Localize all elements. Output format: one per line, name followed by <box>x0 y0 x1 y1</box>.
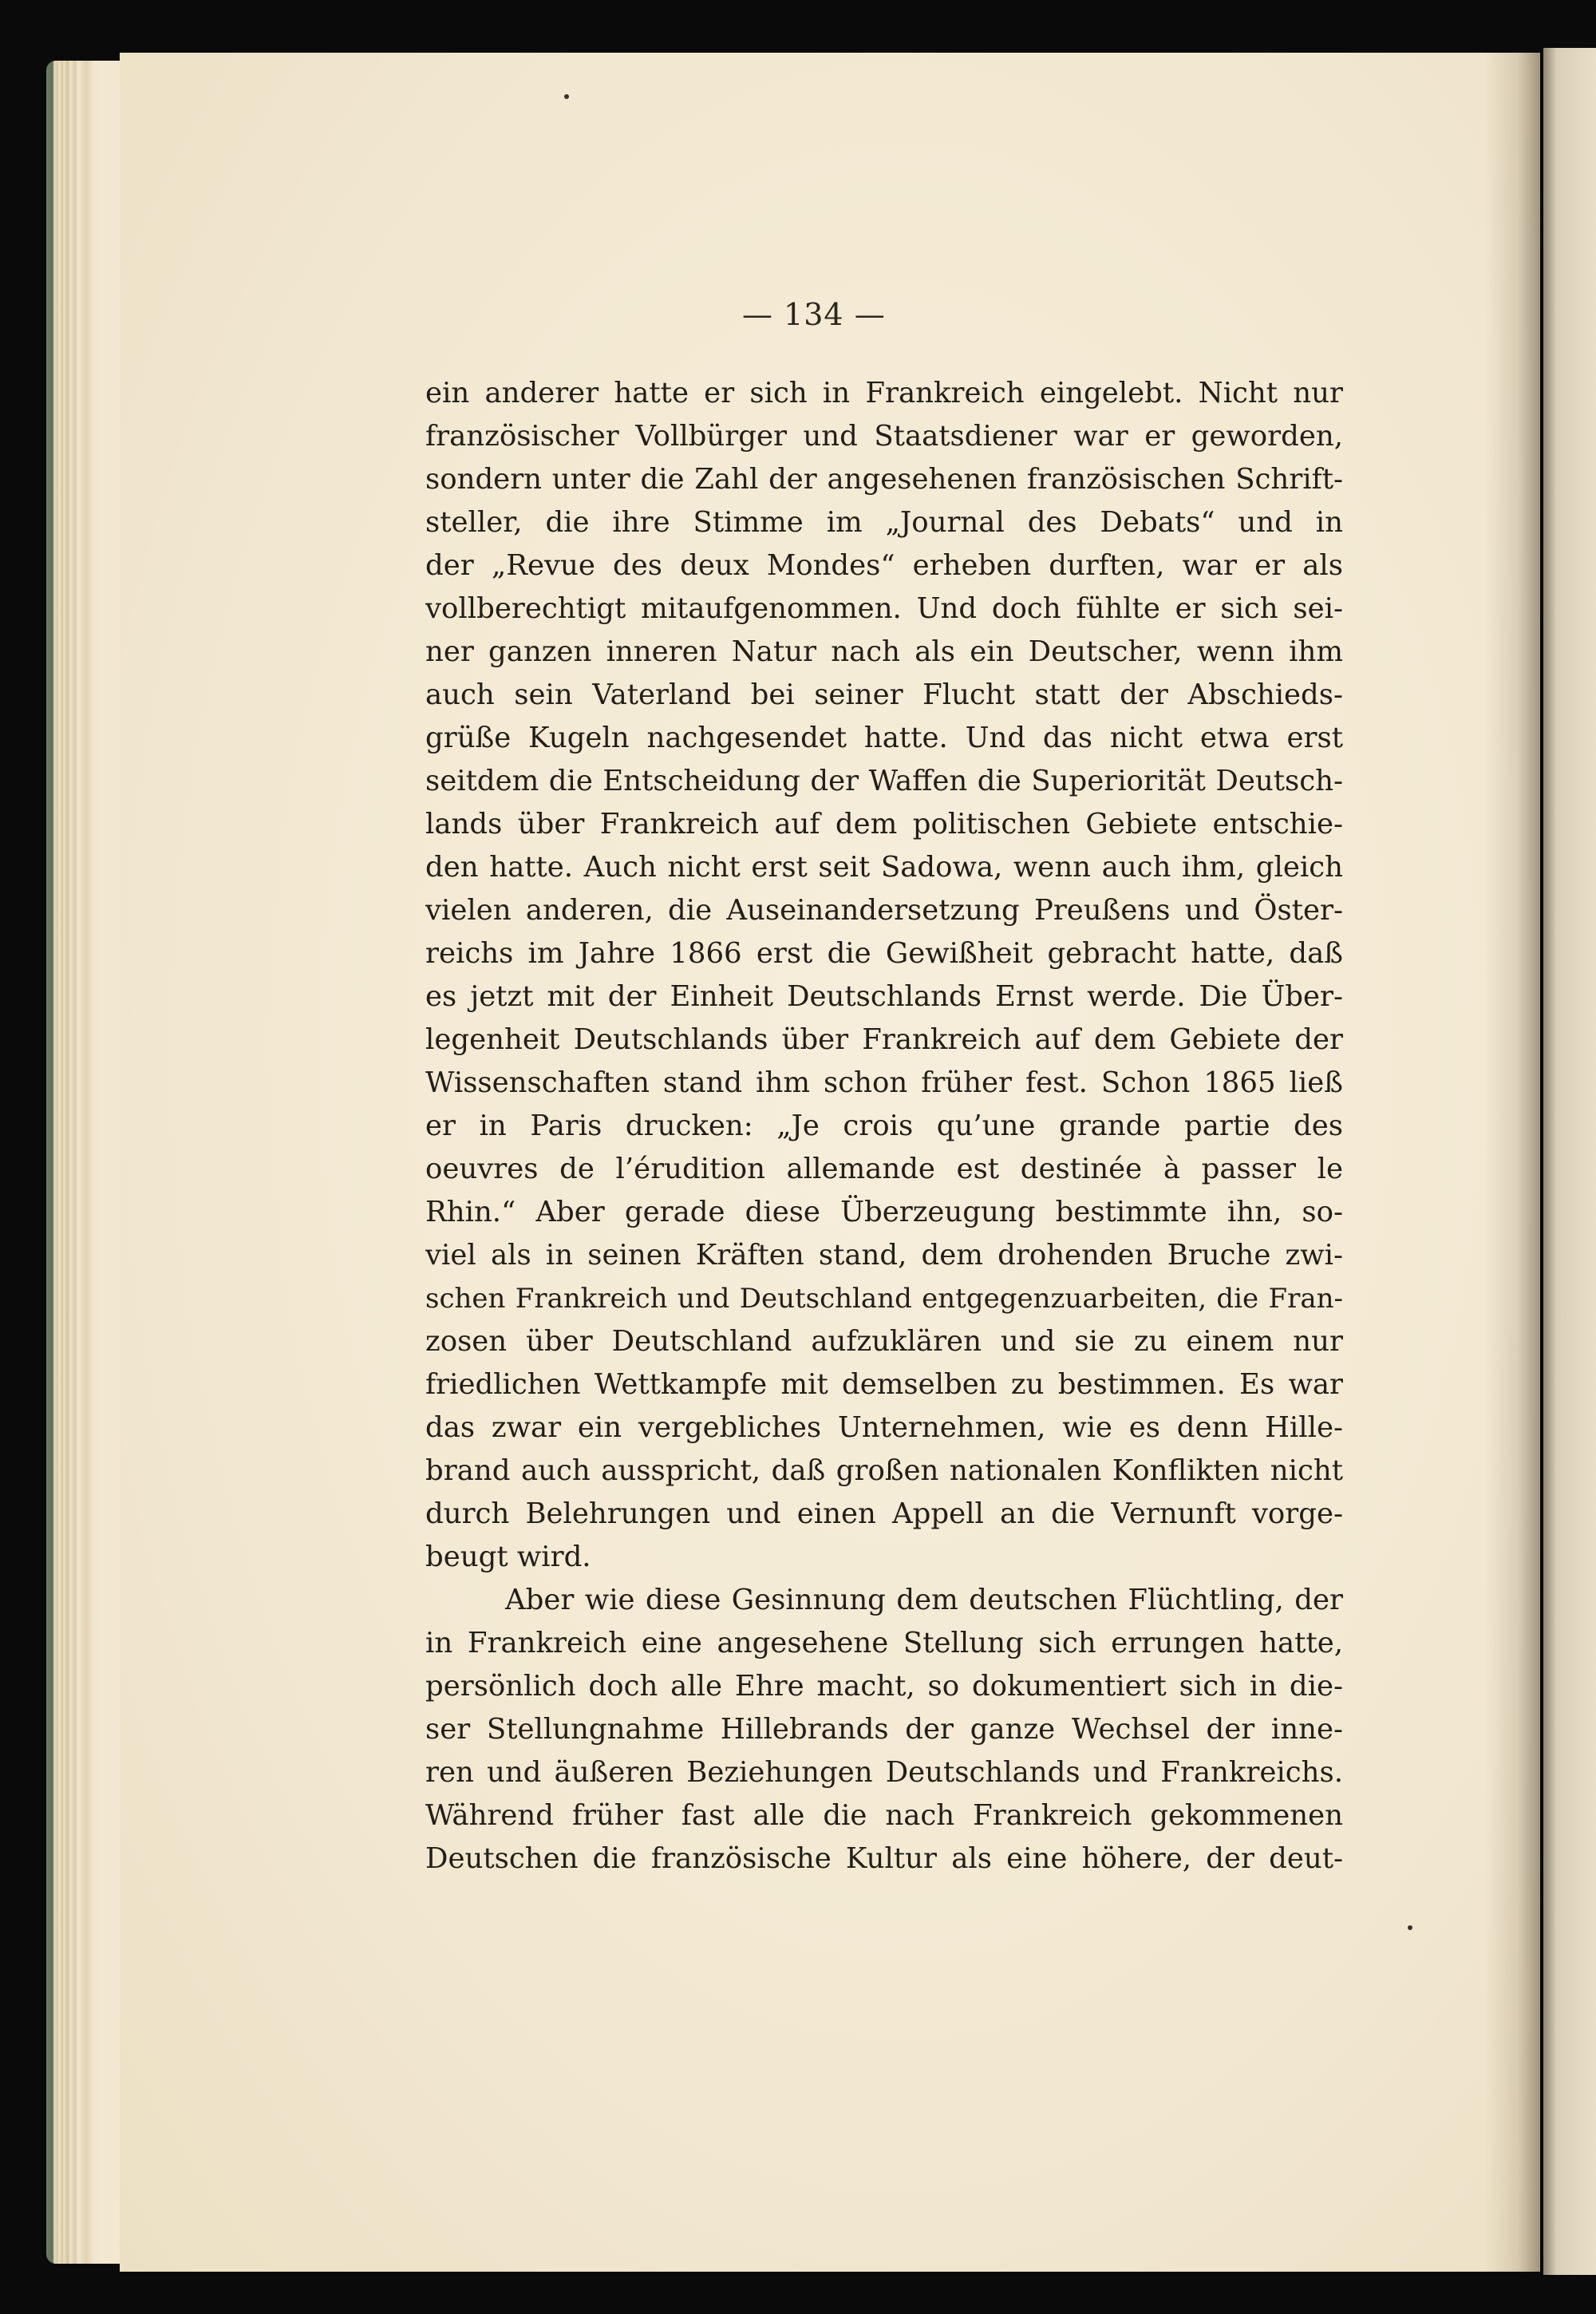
text-line: viel als in seinen Kräften stand, dem drohenden Bruche zwi- <box>425 1239 1343 1272</box>
text-line: friedlichen Wettkampfe mit demselben zu bestimmen. Es war <box>425 1368 1343 1401</box>
text-line: reichs im Jahre 1866 erst die Gewißheit gebracht hatte, daß <box>425 937 1343 970</box>
text-line: zosen über Deutschland aufzuklären und sie zu einem nur <box>425 1325 1343 1358</box>
text-line: Rhin.“ Aber gerade diese Überzeugung bestimmte ihn, so- <box>425 1196 1343 1228</box>
facing-page-edge <box>1543 48 1596 2275</box>
text-line: vollberechtigt mitaufgenommen. Und doch fühlte er sich sei- <box>425 592 1343 625</box>
text-line: steller, die ihre Stimme im „Journal des Debats“ und in <box>425 506 1343 539</box>
text-line: Wissenschaften stand ihm schon früher fest. Schon 1865 ließ <box>425 1066 1343 1099</box>
text-line: ren und äußeren Beziehungen Deutschlands und Frankreichs. <box>425 1756 1343 1789</box>
text-line: durch Belehrungen und einen Appell an die Vernunft vorge- <box>425 1497 1343 1530</box>
gutter-shadow <box>1484 53 1540 2272</box>
text-line: legenheit Deutschlands über Frankreich auf dem Gebiete der <box>425 1023 1343 1056</box>
text-line: grüße Kugeln nachgesendet hatte. Und das nicht etwa erst <box>425 722 1343 754</box>
text-line: ser Stellungnahme Hillebrands der ganze Wechsel der inne- <box>425 1713 1343 1746</box>
text-line: das zwar ein vergebliches Unternehmen, wie es denn Hille- <box>425 1411 1343 1444</box>
text-line: ner ganzen inneren Natur nach als ein Deutscher, wenn ihm <box>425 635 1343 668</box>
text-line: sondern unter die Zahl der angesehenen französischen Schrift- <box>425 463 1343 496</box>
text-line: es jetzt mit der Einheit Deutschlands Ernst werde. Die Über- <box>425 980 1343 1013</box>
body-text <box>425 372 1343 1881</box>
paper-speck <box>1408 1925 1412 1930</box>
text-line: ein anderer hatte er sich in Frankreich eingelebt. Nicht nur <box>425 377 1343 409</box>
text-line: auch sein Vaterland bei seiner Flucht statt der Abschieds- <box>425 678 1343 711</box>
paragraph-1 <box>425 372 1343 1579</box>
text-line: vielen anderen, die Auseinandersetzung Preußens und Öster- <box>425 894 1343 927</box>
text-line: in Frankreich eine angesehene Stellung sich errungen hatte, <box>425 1627 1343 1659</box>
text-line: er in Paris drucken: „Je crois qu’une grande partie des <box>425 1110 1343 1142</box>
text-line: Deutschen die französische Kultur als eine höhere, der deut- <box>425 1842 1343 1875</box>
text-line: oeuvres de l’érudition allemande est destinée à passer le <box>425 1153 1343 1185</box>
text-line: schen Frankreich und Deutschland entgegenzuarbeiten, die Fran- <box>425 1283 1343 1315</box>
text-line: Während früher fast alle die nach Frankreich gekommenen <box>425 1799 1343 1832</box>
paragraph-2 <box>425 1579 1343 1881</box>
page-number: — 134 — <box>742 297 886 332</box>
text-line: französischer Vollbürger und Staatsdiener war er geworden, <box>425 420 1343 453</box>
text-line: seitdem die Entscheidung der Waffen die Superiorität Deutsch- <box>425 765 1343 797</box>
text-line: der „Revue des deux Mondes“ erheben durften, war er als <box>425 549 1343 582</box>
text-line: lands über Frankreich auf dem politischen Gebiete entschie- <box>425 808 1343 841</box>
text-line: Aber wie diese Gesinnung dem deutschen Flüchtling, der <box>505 1584 1343 1616</box>
text-line: persönlich doch alle Ehre macht, so dokumentiert sich in die- <box>425 1670 1343 1703</box>
paper-speck <box>564 94 569 99</box>
text-line: beugt wird. <box>425 1541 591 1573</box>
text-line: brand auch ausspricht, daß großen nationalen Konflikten nicht <box>425 1454 1343 1487</box>
text-line: den hatte. Auch nicht erst seit Sadowa, wenn auch ihm, gleich <box>425 851 1343 884</box>
